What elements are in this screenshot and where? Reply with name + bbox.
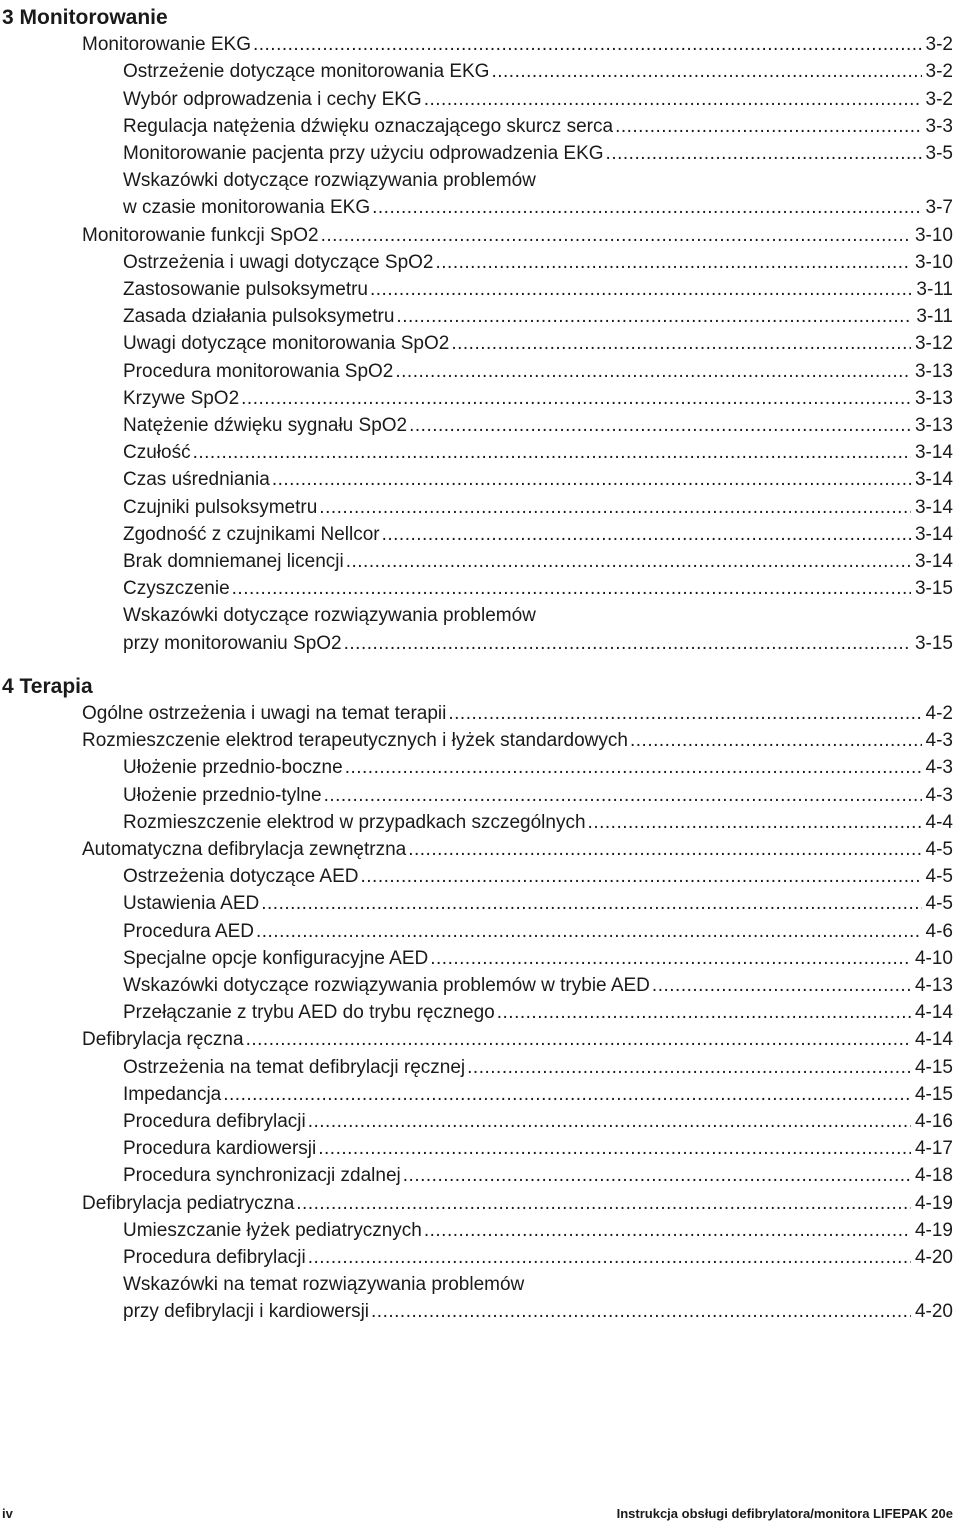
toc-entry-title: Ostrzeżenie dotyczące monitorowania EKG <box>123 61 490 83</box>
toc-entry-page: 3-2 <box>925 34 953 56</box>
toc-entry-page: 4-18 <box>914 1165 953 1187</box>
toc-entry-title: Specjalne opcje konfiguracyjne AED <box>123 947 429 969</box>
dot-leader <box>232 575 911 602</box>
toc-entry-page: 3-2 <box>925 88 953 110</box>
toc-entry[interactable] <box>0 999 953 1026</box>
toc-entry[interactable] <box>0 548 953 575</box>
toc-entry-title: przy defibrylacji i kardiowersji <box>123 1301 370 1323</box>
dot-leader <box>318 1135 911 1162</box>
toc-entry-title: Brak domniemanej licencji <box>123 551 344 572</box>
dot-leader <box>371 1298 911 1325</box>
toc-entry[interactable] <box>0 575 953 602</box>
toc-entry-title: Monitorowanie pacjenta przy użyciu odprowadzenia EKG <box>123 143 604 164</box>
toc-entry[interactable] <box>0 630 953 657</box>
toc-entry[interactable] <box>0 1081 953 1108</box>
page-footer <box>0 1504 960 1524</box>
toc-entry-title-line: Wskazówki dotyczące rozwiązywania problemów <box>123 170 536 192</box>
toc-entry-title: Krzywe SpO2 <box>123 387 240 409</box>
toc-entry-page: 4-15 <box>914 1056 953 1078</box>
toc-entry[interactable] <box>0 1244 953 1271</box>
toc-entry-page: 3-3 <box>925 115 953 137</box>
toc-entry[interactable] <box>0 330 953 357</box>
toc-entry-page: 4-17 <box>914 1138 953 1160</box>
toc-entry[interactable] <box>0 222 953 249</box>
toc-entry-page: 3-2 <box>925 61 953 83</box>
toc-entry-title: Czas uśredniania <box>123 469 270 491</box>
toc-entry-title: Czułość <box>123 442 191 464</box>
toc-entry-title: Procedura defibrylacji <box>123 1247 306 1268</box>
toc-entry[interactable] <box>0 1108 953 1135</box>
toc-entry-title: Uwagi dotyczące monitorowania SpO2 <box>123 333 450 355</box>
toc-entry-page: 4-5 <box>925 839 953 860</box>
toc-entry[interactable] <box>0 1217 953 1244</box>
toc-entry-title: Umieszczanie łyżek pediatrycznych <box>123 1219 422 1241</box>
toc-entry-page: 4-20 <box>914 1301 953 1323</box>
dot-leader <box>246 1026 911 1053</box>
toc-entry-title: Rozmieszczenie elektrod w przypadkach szczególnych <box>123 811 586 833</box>
toc-entry-page: 3-13 <box>914 387 953 409</box>
dot-leader <box>193 439 911 466</box>
dot-leader <box>652 972 911 999</box>
dot-leader <box>448 700 921 727</box>
dot-leader <box>436 249 911 276</box>
dot-leader <box>272 466 911 493</box>
toc-entry[interactable] <box>0 439 953 466</box>
dot-leader <box>615 113 921 140</box>
toc-entry[interactable] <box>0 1026 953 1053</box>
dot-leader <box>409 412 911 439</box>
toc-entry-title: Procedura AED <box>123 920 254 942</box>
toc-entry-page: 4-5 <box>925 866 953 888</box>
toc-entry-page: 3-15 <box>914 632 953 654</box>
dot-leader <box>345 754 922 781</box>
toc-entry-title: Zastosowanie pulsoksymetru <box>123 279 368 300</box>
toc-entry-title: Czyszczenie <box>123 578 230 600</box>
dot-leader <box>319 494 911 521</box>
dot-leader <box>261 890 921 917</box>
dot-leader <box>308 1244 911 1271</box>
toc-entry-page: 4-19 <box>914 1219 953 1241</box>
toc-entry-title: Natężenie dźwięku sygnału SpO2 <box>123 415 408 436</box>
chapter-heading: 3 Monitorowanie <box>2 6 168 29</box>
toc-entry-title: Procedura monitorowania SpO2 <box>123 360 394 382</box>
dot-leader <box>630 727 922 754</box>
dot-leader <box>344 630 911 657</box>
toc-entry[interactable] <box>0 194 953 221</box>
toc-entry[interactable] <box>0 276 953 303</box>
toc-entry-page: 4-16 <box>914 1111 953 1132</box>
toc-entry-title: Monitorowanie funkcji SpO2 <box>82 224 319 246</box>
footer-page-number: iv <box>2 1506 13 1521</box>
toc-entry-title: Defibrylacja ręczna <box>82 1029 244 1051</box>
toc-entry[interactable] <box>0 972 953 999</box>
toc-entry-page: 4-14 <box>914 1029 953 1051</box>
dot-leader <box>606 140 922 167</box>
toc-entry-title: Ostrzeżenia dotyczące AED <box>123 866 359 888</box>
toc-entry-title: przy monitorowaniu SpO2 <box>123 632 342 654</box>
toc-entry-page: 3-14 <box>914 551 953 572</box>
toc-entry[interactable] <box>0 358 953 385</box>
toc-entry-page: 4-14 <box>914 1002 953 1024</box>
dot-leader <box>361 863 922 890</box>
dot-leader <box>424 1217 911 1244</box>
toc-entry-title: Procedura defibrylacji <box>123 1111 306 1132</box>
dot-leader <box>491 58 921 85</box>
toc-entry[interactable] <box>0 754 953 781</box>
toc-entry-title: Ogólne ostrzeżenia i uwagi na temat terapii <box>82 703 447 724</box>
toc-entry[interactable] <box>0 303 953 330</box>
toc-entry-page: 3-14 <box>914 469 953 491</box>
toc-entry[interactable] <box>0 809 953 836</box>
toc-entry-page: 3-15 <box>914 578 953 600</box>
dot-leader <box>588 809 922 836</box>
toc-entry-page: 3-14 <box>914 442 953 464</box>
dot-leader <box>296 1190 911 1217</box>
toc-entry-page: 4-3 <box>925 757 953 779</box>
toc-entry[interactable] <box>0 836 953 863</box>
toc-entry-title: Automatyczna defibrylacja zewnętrzna <box>82 839 407 860</box>
toc-entry[interactable] <box>0 1135 953 1162</box>
dot-leader <box>408 836 921 863</box>
toc-entry[interactable] <box>0 140 953 167</box>
toc-entry[interactable] <box>0 1162 953 1189</box>
toc-entry-title-line: Wskazówki na temat rozwiązywania problemów <box>123 1274 525 1296</box>
toc-entry-page: 3-5 <box>925 143 953 164</box>
toc-entry[interactable] <box>0 466 953 493</box>
toc-entry-title: Czujniki pulsoksymetru <box>123 496 318 518</box>
dot-leader <box>372 194 921 221</box>
toc-entry[interactable] <box>0 782 953 809</box>
chapter-heading: 4 Terapia <box>2 674 93 698</box>
dot-leader <box>382 521 911 548</box>
toc-entry-title: Ułożenie przednio-boczne <box>123 757 343 779</box>
dot-leader <box>396 303 912 330</box>
toc-entry[interactable] <box>0 1054 953 1081</box>
toc-entry-title: Ostrzeżenia na temat defibrylacji ręcznej <box>123 1056 466 1078</box>
toc-entry-page: 3-7 <box>925 197 953 219</box>
toc-entry[interactable] <box>0 1298 953 1325</box>
toc-entry-page: 4-10 <box>914 947 953 969</box>
toc-entry[interactable] <box>0 945 953 972</box>
toc-entry-page: 4-6 <box>925 920 953 942</box>
toc-entry-page: 3-13 <box>914 415 953 436</box>
toc-entry-page: 3-14 <box>914 496 953 518</box>
toc-entry-title: Przełączanie z trybu AED do trybu ręcznego <box>123 1002 495 1024</box>
toc-entry[interactable] <box>0 31 953 58</box>
toc-entry[interactable] <box>0 86 953 113</box>
footer-document-title: Instrukcja obsługi defibrylatora/monitora LIFEPAK 20e <box>616 1506 953 1521</box>
toc-entry-title: Zgodność z czujnikami Nellcor <box>123 523 380 545</box>
toc-entry[interactable] <box>0 863 953 890</box>
toc-entry[interactable] <box>0 494 953 521</box>
toc-entry-page: 3-11 <box>916 306 953 328</box>
toc-entry-title: Ostrzeżenia i uwagi dotyczące SpO2 <box>123 251 434 273</box>
toc-entry[interactable] <box>0 521 953 548</box>
dot-leader <box>370 276 912 303</box>
toc-entry-page: 4-20 <box>914 1247 953 1268</box>
toc-entry-page: 4-19 <box>914 1192 953 1214</box>
toc-entry-title: Rozmieszczenie elektrod terapeutycznych i łyżek standardowych <box>82 730 628 752</box>
toc-entry-title: Ułożenie przednio-tylne <box>123 784 322 806</box>
dot-leader <box>308 1108 911 1135</box>
toc-entry-page: 4-15 <box>914 1083 953 1105</box>
toc-entry-page: 4-4 <box>925 811 953 833</box>
toc-entry-page: 3-12 <box>914 333 953 355</box>
toc-entry[interactable] <box>0 700 953 727</box>
toc-entry[interactable] <box>0 727 953 754</box>
toc-entry-title: Ustawienia AED <box>123 893 260 915</box>
toc-entry-page: 4-2 <box>925 703 953 724</box>
toc-entry-title: Procedura synchronizacji zdalnej <box>123 1165 401 1187</box>
toc-entry-title: Wybór odprowadzenia i cechy EKG <box>123 88 422 110</box>
toc-entry[interactable] <box>0 385 953 412</box>
dot-leader <box>253 31 922 58</box>
toc-entry[interactable] <box>0 918 953 945</box>
toc-entry-title: Wskazówki dotyczące rozwiązywania problemów w trybie AED <box>123 975 650 996</box>
dot-leader <box>430 945 911 972</box>
toc-entry-page: 3-10 <box>914 251 953 273</box>
toc-entry-page: 3-10 <box>914 224 953 246</box>
dot-leader <box>223 1081 911 1108</box>
toc-entry-page: 4-3 <box>925 730 953 752</box>
toc-entry-title: Procedura kardiowersji <box>123 1138 317 1160</box>
toc-entry[interactable] <box>0 249 953 276</box>
dot-leader <box>424 86 922 113</box>
dot-leader <box>403 1162 911 1189</box>
toc-entry-page: 3-11 <box>916 279 953 300</box>
dot-leader <box>451 330 911 357</box>
toc-entry-title: w czasie monitorowania EKG <box>123 197 371 219</box>
dot-leader <box>497 999 911 1026</box>
toc-entry-title: Zasada działania pulsoksymetru <box>123 306 395 328</box>
dot-leader <box>241 385 911 412</box>
dot-leader <box>256 918 922 945</box>
dot-leader <box>395 358 911 385</box>
toc-entry-title: Regulacja natężenia dźwięku oznaczającego skurcz serca <box>123 115 614 137</box>
toc-entry-title-line: Wskazówki dotyczące rozwiązywania problemów <box>123 605 536 627</box>
toc-entry-page: 3-14 <box>914 523 953 545</box>
toc-entry-title: Monitorowanie EKG <box>82 34 251 56</box>
toc-entry[interactable] <box>0 890 953 917</box>
toc-entry[interactable] <box>0 113 953 140</box>
dot-leader <box>346 548 911 575</box>
toc-entry-page: 4-3 <box>925 784 953 806</box>
toc-entry-page: 4-13 <box>914 975 953 996</box>
toc-entry[interactable] <box>0 412 953 439</box>
dot-leader <box>324 782 922 809</box>
toc-entry-title: Defibrylacja pediatryczna <box>82 1192 295 1214</box>
dot-leader <box>321 222 911 249</box>
dot-leader <box>467 1054 911 1081</box>
toc-entry-page: 4-5 <box>925 893 953 915</box>
toc-entry[interactable] <box>0 1190 953 1217</box>
toc-entry-page: 3-13 <box>914 360 953 382</box>
toc-entry[interactable] <box>0 58 953 85</box>
toc-entry-title: Impedancja <box>123 1083 222 1105</box>
